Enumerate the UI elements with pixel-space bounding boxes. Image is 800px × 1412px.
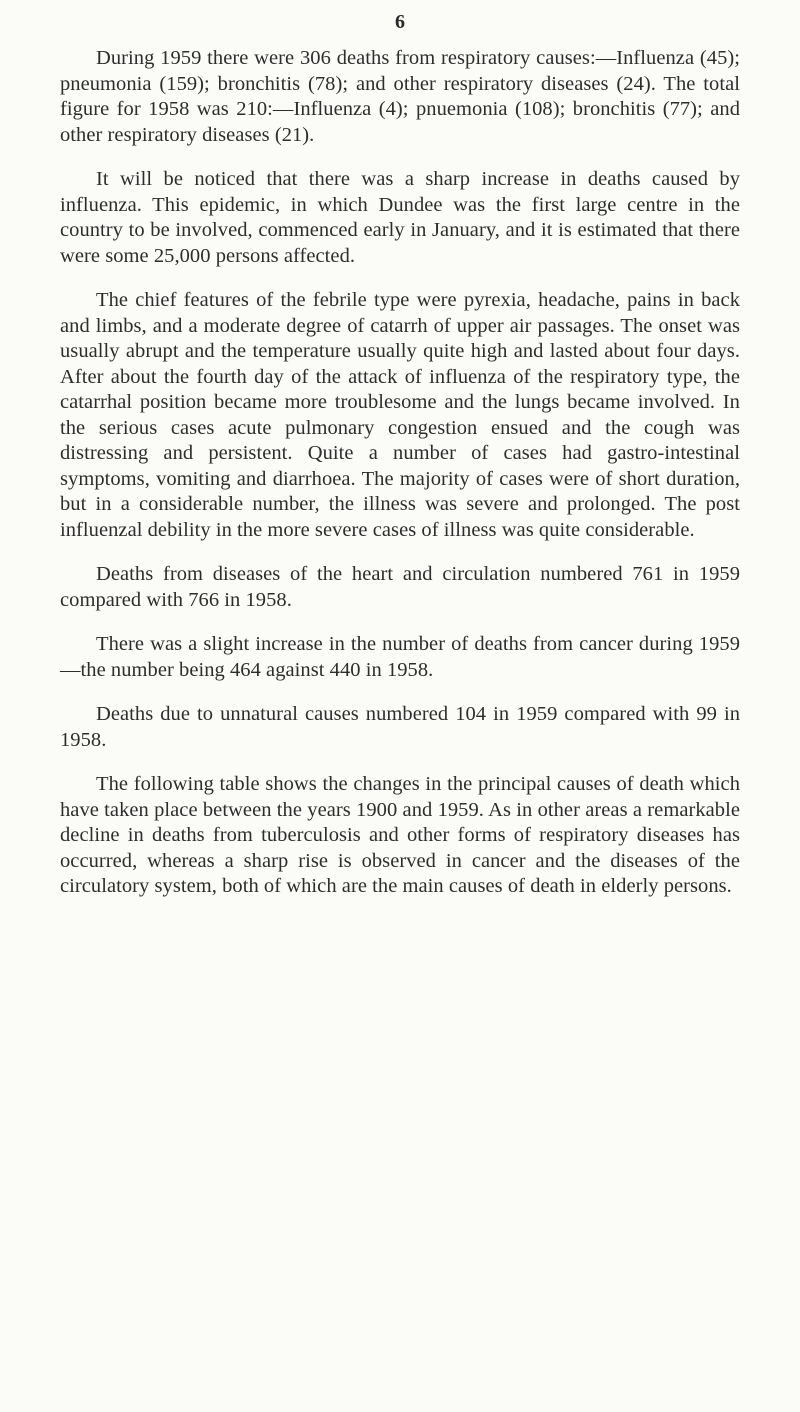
paragraph-cancer-deaths: There was a slight increase in the number of deaths from cancer during 1959—the number being 464 against 440 in 1958. <box>60 633 740 681</box>
paragraph-influenza-epidemic: It will be noticed that there was a sharp increase in deaths caused by influenza. This epidemic, in which Dundee was the first large centre in the country to be involved, commenced early in January, and it is estimated that there were some 25,000 persons affected. <box>60 168 740 267</box>
paragraph-unnatural-causes: Deaths due to unnatural causes numbered 104 in 1959 compared with 99 in 1958. <box>60 703 740 751</box>
paragraph-heart-circulation: Deaths from diseases of the heart and circulation numbered 761 in 1959 compared with 766 in 1958. <box>60 563 740 611</box>
page-number: 6 <box>395 11 405 33</box>
paragraph-febrile-features: The chief features of the febrile type were pyrexia, headache, pains in back and limbs, and a moderate degree of catarrh of upper air passages. The onset was usually abrupt and the temperature usually quite high and lasted about four days. After about the fourth day of the attack of influenza of the respiratory type, the catarrhal position became more troublesome and the lungs became involved. In the serious cases acute pulmonary congestion ensued and the cough was distressing and persistent. Quite a number of cases had gastro-intestinal symptoms, vomiting and diarrhoea. The majority of cases were of short duration, but in a considerable number, the illness was severe and prolonged. The post influenzal debility in the more severe cases of illness was quite considerable. <box>60 289 740 541</box>
paragraph-respiratory-deaths: During 1959 there were 306 deaths from respiratory causes:—Influenza (45); pneumonia (159); bronchitis (78); and other respiratory diseases (24). The total figure for 1958 was 210:—Influenza (4); pnuemonia (108); bronchitis (77); and other respiratory diseases (21). <box>60 47 740 146</box>
paragraph-table-intro: The following table shows the changes in the principal causes of death which have taken place between the years 1900 and 1959. As in other areas a remarkable decline in deaths from tuberculosis and other forms of respiratory diseases has occurred, whereas a sharp rise is observed in cancer and the diseases of the circulatory system, both of which are the main causes of death in elderly persons. <box>60 773 740 897</box>
